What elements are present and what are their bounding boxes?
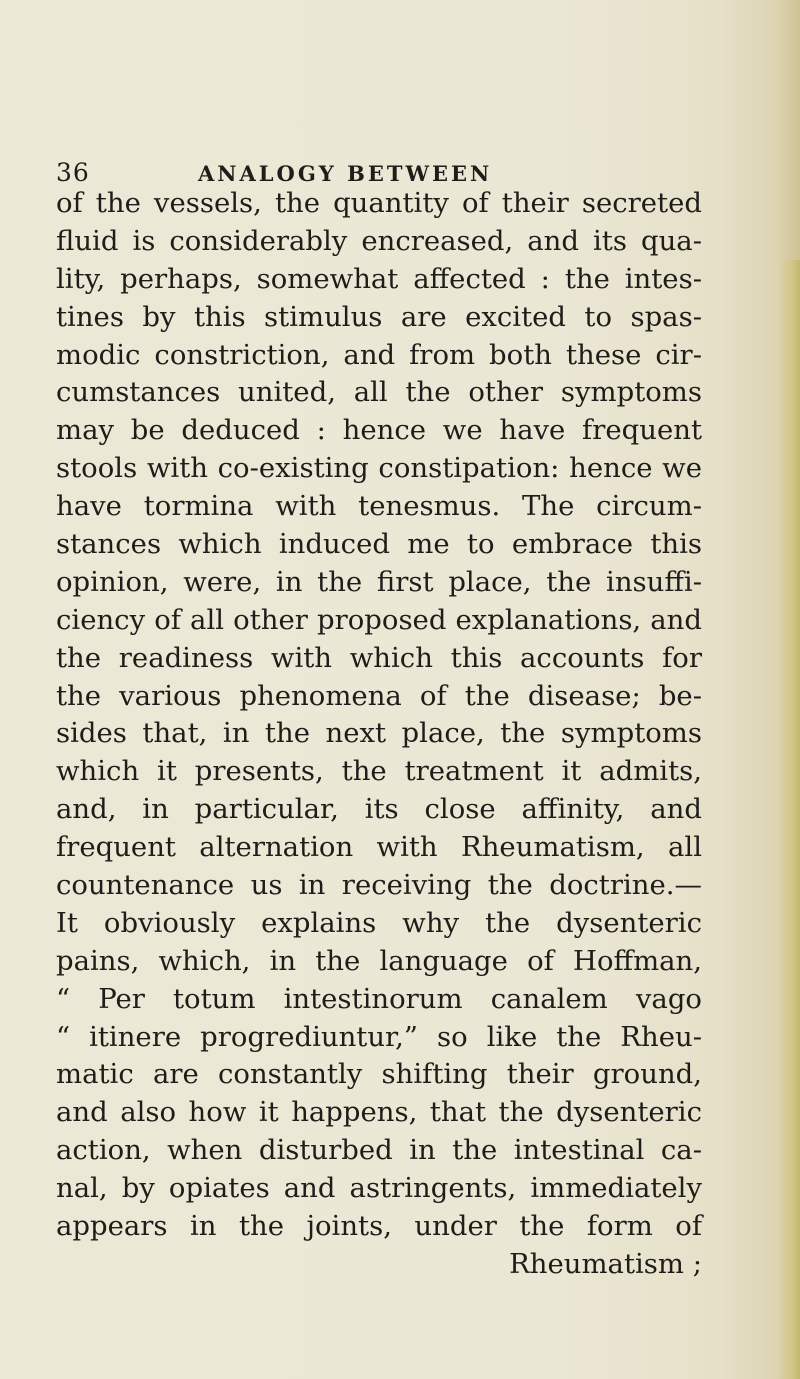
text-line: stances which induced me to embrace this <box>56 528 702 561</box>
text-line: modic constriction, and from both these cir- <box>56 338 702 371</box>
page-edge-stain <box>778 260 800 1379</box>
text-line: which it presents, the treatment it admits, <box>56 755 702 788</box>
text-line: ciency of all other proposed explanations, and <box>56 603 702 636</box>
text-line: appears in the joints, under the form of <box>56 1210 702 1243</box>
text-line: frequent alternation with Rheumatism, all <box>56 831 702 864</box>
text-line: have tormina with tenesmus. The circum- <box>56 490 702 523</box>
text-line: sides that, in the next place, the symptoms <box>56 717 702 750</box>
text-line: the various phenomena of the disease; be- <box>56 679 702 712</box>
page-number: 36 <box>56 158 90 187</box>
text-line: action, when disturbed in the intestinal ca- <box>56 1134 702 1167</box>
text-line: matic are constantly shifting their ground, <box>56 1058 702 1091</box>
text-line: opinion, were, in the first place, the insuffi- <box>56 565 702 598</box>
text-line: nal, by opiates and astringents, immediately <box>56 1172 702 1205</box>
text-line: It obviously explains why the dysenteric <box>56 906 702 939</box>
text-line: the readiness with which this accounts for <box>56 641 702 674</box>
text-line: fluid is considerably encreased, and its qua- <box>56 224 702 257</box>
text-line-last: Rheumatism ; <box>509 1247 702 1280</box>
text-line: lity, perhaps, somewhat affected : the intes- <box>56 262 702 295</box>
text-line: “ Per totum intestinorum canalem vago <box>56 982 702 1015</box>
text-line: and, in particular, its close affinity, and <box>56 793 702 826</box>
running-head: ANALOGY BETWEEN <box>198 161 493 186</box>
text-line: pains, which, in the language of Hoffman, <box>56 944 702 977</box>
body-text <box>56 185 702 1284</box>
text-line: may be deduced : hence we have frequent <box>56 414 702 447</box>
text-line: and also how it happens, that the dysenteric <box>56 1096 702 1129</box>
text-line: stools with co-existing constipation: hence we <box>56 452 702 485</box>
text-line: tines by this stimulus are excited to spas- <box>56 300 702 333</box>
text-line: cumstances united, all the other symptoms <box>56 376 702 409</box>
text-line: countenance us in receiving the doctrine.— <box>56 869 702 902</box>
text-line: of the vessels, the quantity of their secreted <box>56 187 702 219</box>
text-line: “ itinere progrediuntur,” so like the Rheu- <box>56 1020 702 1053</box>
